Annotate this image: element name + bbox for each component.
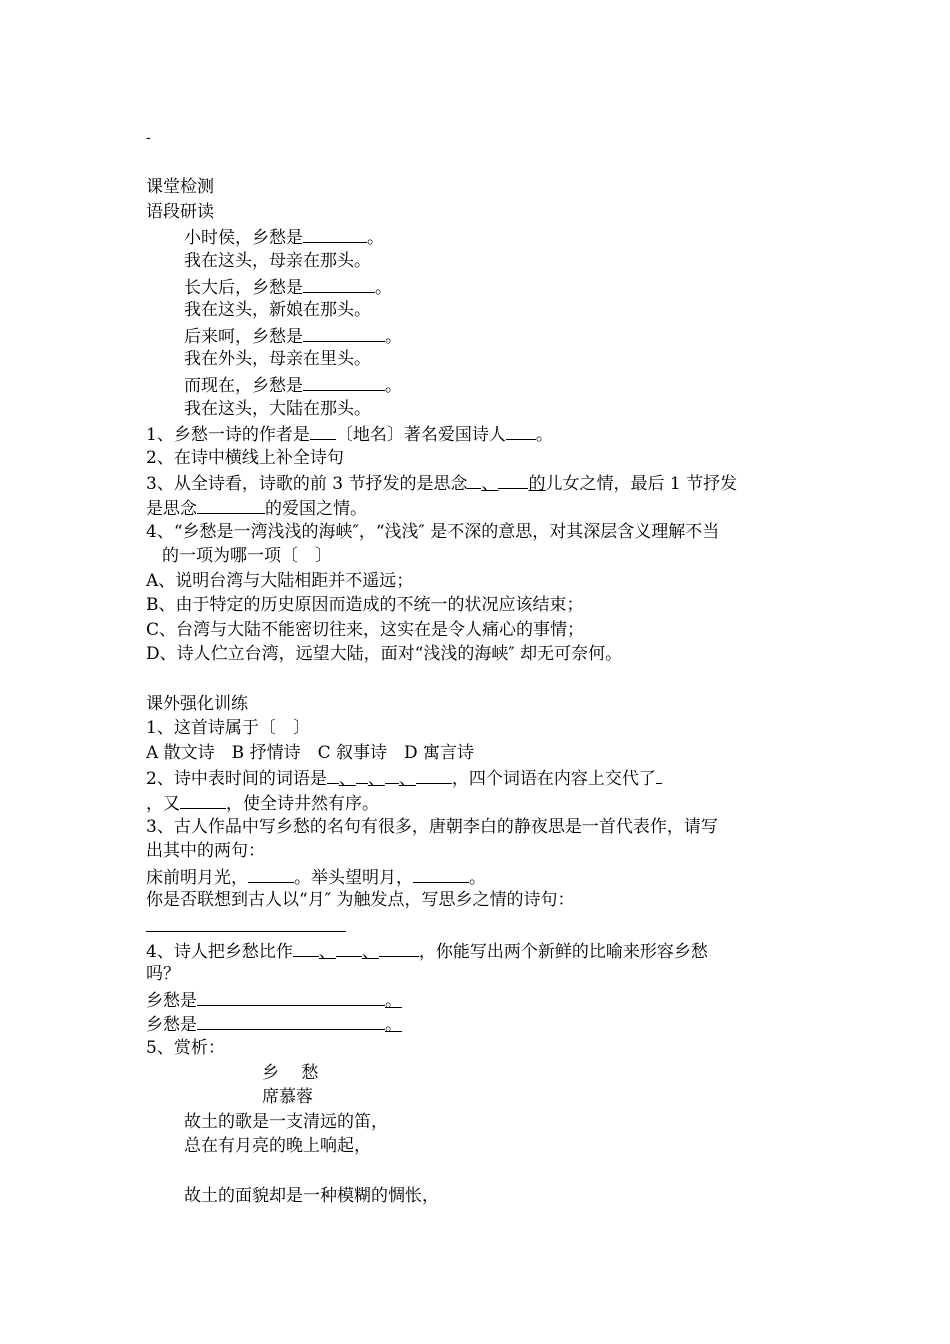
answer-blank[interactable] — [379, 938, 419, 957]
poem-title: 乡 愁 — [262, 1062, 319, 1083]
option-b: B、由于特定的历史原因而造成的不统一的状况应该结束； — [146, 595, 584, 616]
answer-blank[interactable] — [303, 274, 375, 293]
document-page — [146, 126, 816, 1208]
answer-blank[interactable] — [413, 864, 469, 883]
question-3: 3、古人作品中写乡愁的名句有很多，唐朝李白的静夜思是一首代表作，请写 — [146, 816, 718, 837]
section-title: 课外强化训练 — [146, 693, 248, 714]
poem-line: 小时侯，乡愁是 。 — [146, 224, 816, 249]
poem-line: 总在有月亮的晚上响起， — [184, 1136, 371, 1157]
question-3-cont: 出其中的两句： — [146, 841, 265, 862]
poem-line: 而现在，乡愁是 。 — [146, 372, 816, 397]
question-4: 4、“乡愁是一湾浅浅的海峡″，“浅浅″ 是不深的意思，对其深层含义理解不当 — [146, 521, 720, 542]
question-4: 4、诗人把乡愁比作 、 、 ，你能写出两个新鲜的比喻来形容乡愁 — [146, 938, 816, 963]
option-c: C、台湾与大陆不能密切往来，这实在是令人痛心的事情； — [146, 619, 585, 640]
poem-line: 故土的面貌却是一种模糊的惆怅， — [184, 1185, 439, 1206]
question-5: 5、赏析： — [146, 1037, 225, 1058]
poem-line: 长大后，乡愁是 。 — [146, 274, 816, 299]
section-subtitle: 语段研读 — [146, 201, 214, 222]
answer-blank[interactable] — [327, 765, 339, 784]
answer-blank[interactable] — [197, 987, 385, 1006]
question-2-cont: ，又 ，使全诗井然有序。 — [146, 790, 816, 815]
question-2: 2、诗中表时间的词语是 、 、 、 ，四个词语在内容上交代了 — [146, 765, 816, 790]
question-1: 1、这首诗属于〔 〕 — [146, 718, 310, 739]
question-2: 2、在诗中横线上补全诗句 — [146, 447, 344, 468]
question-3-verse: 床前明月光， 。举头望明月， 。 — [146, 864, 816, 889]
answer-line — [146, 913, 816, 938]
option-a: A、说明台湾与大陆相距并不遥远； — [146, 570, 414, 591]
answer-line: 乡愁是 。 — [146, 1011, 816, 1036]
answer-line: 乡愁是 。 — [146, 987, 816, 1012]
answer-blank[interactable] — [303, 372, 385, 391]
poem-line: 我在外头，母亲在里头。 — [184, 349, 371, 370]
poem-line: 我在这头，新娘在那头。 — [184, 300, 371, 321]
answer-blank[interactable] — [336, 938, 362, 957]
poem-line: 故土的歌是一支清远的笛， — [184, 1111, 388, 1132]
question-3-prompt: 你是否联想到古人以“月″ 为触发点，写思乡之情的诗句： — [146, 890, 575, 911]
question-1: 1、乡愁一诗的作者是 〔地名〕著名爱国诗人 。 — [146, 421, 816, 446]
answer-blank[interactable] — [310, 421, 336, 440]
answer-blank[interactable] — [293, 938, 319, 957]
answer-blank[interactable] — [248, 864, 294, 883]
answer-blank[interactable] — [467, 470, 481, 489]
answer-blank[interactable] — [146, 913, 346, 932]
answer-blank[interactable] — [506, 421, 536, 440]
answer-blank[interactable] — [197, 495, 265, 514]
option-d: D、诗人伫立台湾，远望大陆，面对“浅浅的海峡″ 却无可奈何。 — [146, 644, 623, 665]
dash-mark: - — [146, 130, 151, 146]
section-title: 课堂检测 — [146, 177, 214, 198]
answer-blank[interactable] — [180, 790, 226, 809]
poem-author: 席慕蓉 — [262, 1087, 313, 1108]
answer-blank[interactable] — [498, 470, 528, 489]
question-4-cont: 的一项为哪一项〔 〕 — [162, 546, 332, 567]
poem-line: 后来呵，乡愁是 。 — [146, 323, 816, 348]
answer-blank[interactable] — [385, 765, 399, 784]
answer-blank[interactable] — [656, 765, 662, 784]
poem-line: 我在这头，母亲在那头。 — [184, 250, 371, 271]
answer-blank[interactable] — [303, 224, 367, 243]
answer-blank[interactable] — [416, 765, 452, 784]
poem-line: 我在这头，大陆在那头。 — [184, 398, 371, 419]
question-1-options: A 散文诗 B 抒情诗 C 叙事诗 D 寓言诗 — [146, 742, 475, 763]
question-3-cont: 是思念 的爱国之情。 — [146, 495, 816, 520]
question-3: 3、从全诗看，诗歌的前 3 节抒发的是思念 、 的儿女之情，最后 1 节抒发 — [146, 470, 816, 495]
answer-blank[interactable] — [303, 323, 385, 342]
answer-blank[interactable] — [197, 1011, 385, 1030]
answer-blank[interactable] — [356, 765, 368, 784]
question-4-cont: 吗？ — [146, 964, 180, 985]
